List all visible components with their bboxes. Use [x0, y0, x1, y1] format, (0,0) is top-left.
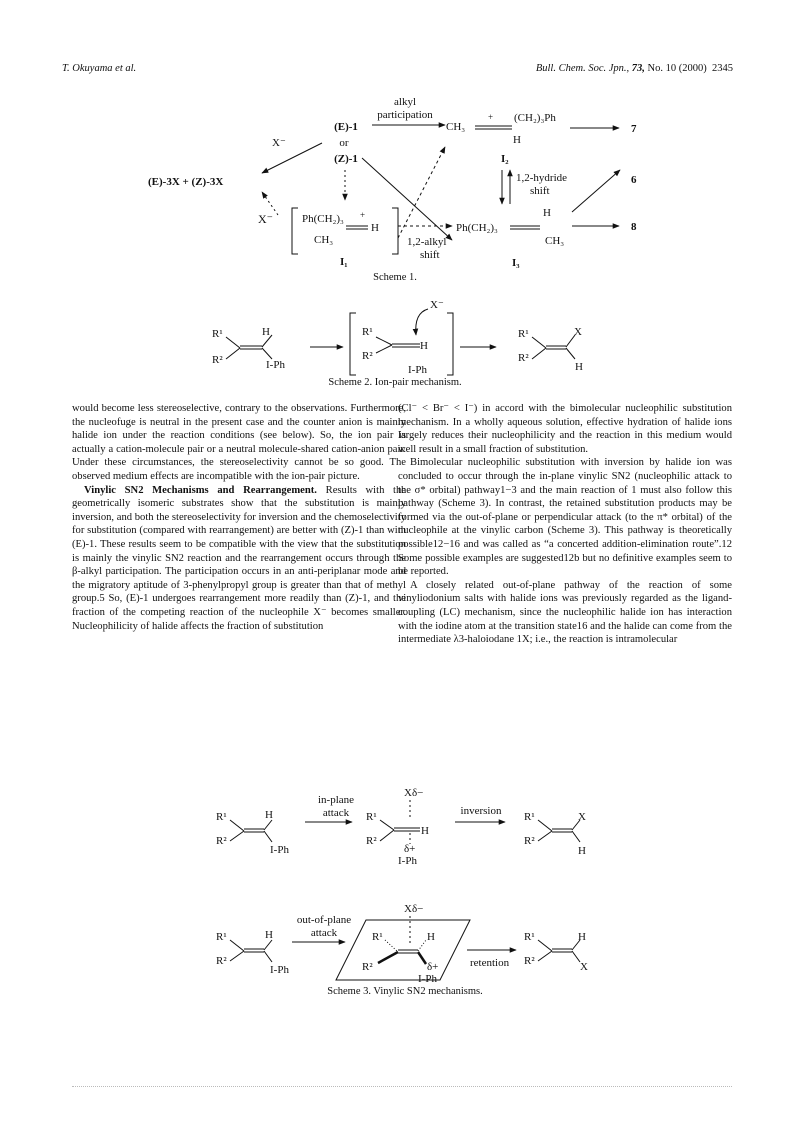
running-author: T. Okuyama et al. [62, 63, 137, 74]
scheme-3-caption: Scheme 3. Vinylic SN2 mechanisms. [327, 986, 483, 997]
s3-h-d: H [265, 929, 273, 941]
label-outofplane: out-of-plane [296, 914, 352, 926]
s3-iph-d: I-Ph [270, 964, 289, 976]
i3-chain: Ph(CH₂)₃ [456, 222, 498, 234]
s3-r1-b: R¹ [366, 811, 377, 823]
i2-plus: + [488, 112, 494, 122]
i2-h: H [513, 134, 521, 146]
i3-h: H [543, 207, 551, 219]
arrow-i1-i2 [398, 147, 445, 238]
s2-r1-c: R¹ [518, 328, 529, 340]
journal-volume: 73, [631, 63, 645, 74]
label-e1: (E)-1 [334, 121, 358, 133]
s3-r2-d: R² [216, 955, 227, 967]
label-xminus-2: X⁻ [258, 212, 273, 226]
journal-issue: No. 10 (2000) [647, 63, 707, 74]
s3-iph: I-Ph [270, 844, 289, 856]
s3-h-c: H [578, 845, 586, 857]
label-shift: shift [530, 185, 550, 197]
s2-h: H [262, 326, 270, 338]
i1-h: H [371, 222, 379, 234]
i1-plus: + [360, 210, 366, 220]
s3-xdelta: Xδ− [404, 787, 424, 799]
s2-r2-c: R² [518, 352, 529, 364]
s2-xminus: X⁻ [430, 299, 444, 311]
scheme-3 [0, 780, 793, 990]
i1-chain: Ph(CH₂)₃ [302, 213, 344, 225]
i1-label: I₁ [340, 256, 348, 268]
paragraph: A closely related out-of-plane pathway of the reaction of some vinyliodonium salts with halide ions was previously regarded as the ligand-coupling (LC) mechanism, since the nucleophilic halide ion has interaction with the iodine atom at the transition state16 and the halide can come from the intermediate λ3-haloiodane 1X; i.e., the reaction is intramolecular [398, 579, 732, 646]
s3-r2-b: R² [366, 835, 377, 847]
label-participation: participation [377, 109, 433, 121]
text-column-left [72, 402, 406, 633]
label-hydride: 1,2-hydride [516, 172, 568, 184]
s3-r2-f: R² [524, 955, 535, 967]
product-8: 8 [631, 221, 637, 233]
s3-h: H [265, 809, 273, 821]
s2-r2: R² [212, 354, 223, 366]
s2-iph: I-Ph [266, 359, 285, 371]
scheme-1-caption: Scheme 1. [373, 272, 417, 283]
s3-r1-e: R¹ [372, 931, 383, 943]
arrow-to-products [262, 143, 322, 173]
s3-x-f: X [580, 961, 588, 973]
label-inplane: in-plane [317, 794, 355, 806]
scheme-1 [0, 0, 793, 300]
page-number: 2345 [712, 63, 733, 74]
s3-h-e: H [427, 931, 435, 943]
label-attack: attack [322, 807, 350, 819]
s3-r1-d: R¹ [216, 931, 227, 943]
s2-r1-b: R¹ [362, 326, 373, 338]
paragraph: (Cl⁻ < Br⁻ < I⁻) in accord with the bimolecular nucleophilic substitution mechanism. In a wholly aqueous solution, effective hydration of halide ions largely reduces their nucleophilicity and the reaction in this medium would well result in a small fraction of substitution. [398, 403, 732, 455]
label-alkyl: alkyl [394, 96, 416, 108]
s3-iph-b: I-Ph [398, 855, 417, 867]
i2-chain: (CH₂)₃Ph [514, 112, 556, 124]
label-or: or [339, 137, 349, 149]
s3-r2-c: R² [524, 835, 535, 847]
s2-h-c: H [575, 361, 583, 373]
paragraph: Bimolecular nucleophilic substitution with inversion by halide ion was concluded to occur through the in-plane vinylic SN2 (nucleophilic attack to the σ* orbital) pathway1−3 and the main reaction of 1 must also follow this pathway (Scheme 3). In contrast, the retained substitution products may be formed via the out-of-plane or perpendicular attack (to the π* orbital) of the nucleophile at the vinylic carbon (Scheme 3). This pathway is theoretically possible12−16 and was called as “a concerted addition-elimination route”.12 Some possible examples are suggested12b but no definitive examples seem to be reported. [398, 457, 732, 578]
scheme-2-caption: Scheme 2. Ion-pair mechanism. [328, 377, 462, 388]
page-bottom-rule [72, 1086, 732, 1087]
label-z1: (Z)-1 [334, 153, 358, 165]
s3-h-f: H [578, 931, 586, 943]
s3-r1-c: R¹ [524, 811, 535, 823]
s3-xdelta-b: Xδ− [404, 903, 424, 915]
label-alkylshift2: shift [420, 249, 440, 261]
product-7: 7 [631, 123, 637, 135]
label-retention: retention [470, 957, 510, 969]
paragraph [72, 484, 406, 634]
i2-label: I₂ [501, 153, 509, 165]
scheme-2 [0, 295, 793, 380]
s3-r2-e: R² [362, 961, 373, 973]
s3-h-b: H [421, 825, 429, 837]
paragraph: would become less stereoselective, contrary to the observations. Furthermore, the nucleofuge is neutral in the present case and the counter anion is mainly halide ion under the reaction conditions (see below). So, the ion pair is actually a cation-molecule pair or a neutral molecule-shared cation-anion pair. Under these circumstances, the stereoselectivity cannot be so good. The observed medium effects are incompatible with the ion-pair picture. [72, 403, 406, 482]
s2-x: X [574, 326, 582, 338]
text-column-right [398, 402, 732, 647]
label-products: (E)-3X + (Z)-3X [148, 176, 224, 188]
s3-x: X [578, 811, 586, 823]
s3-r1-f: R¹ [524, 931, 535, 943]
section-heading: Vinylic SN2 Mechanisms and Rearrangement. [84, 484, 317, 496]
s3-r2: R² [216, 835, 227, 847]
label-xminus: X⁻ [272, 137, 286, 149]
s2-h-b: H [420, 340, 428, 352]
s2-r1: R¹ [212, 328, 223, 340]
journal-name: Bull. Chem. Soc. Jpn., [535, 63, 630, 74]
s2-iph-b: I-Ph [408, 364, 427, 376]
i3-ch3: CH₃ [545, 235, 565, 247]
s3-r1: R¹ [216, 811, 227, 823]
i2-ch3: CH₃ [446, 121, 466, 133]
s2-r2-b: R² [362, 350, 373, 362]
label-alkylshift: 1,2-alkyl [407, 236, 447, 248]
i1-ch3: CH₃ [314, 234, 334, 246]
label-attack-2: attack [310, 927, 338, 939]
i3-label: I₃ [512, 257, 520, 269]
s3-deltaplus: δ+ [404, 843, 416, 855]
s3-iph-e: I-Ph [418, 973, 437, 985]
label-inversion: inversion [460, 805, 502, 817]
product-6: 6 [631, 174, 637, 186]
paragraph-body: Results with the geometrically isomeric substrates show that the substitution is mainly inversion, and both the stereoselectivity for inversion and the chemoselectivity for substitution (compared with rearrangement) are better with (Z)-1 than with (E)-1. These results seem to be compatible with the view that the substitution is mainly the vinylic SN2 reaction and the rearrangement occurs through the β-alkyl participation. The participation occurs in an anti-periplanar mode and the migratory aptitude of 3-phenylpropyl group is greater than that of methyl group.5 So, (E)-1 undergoes rearrangement more readily than (Z)-1, and the fraction of the competing reaction of the nucleophile X⁻ becomes smaller. Nucleophilicity of halide affects the fraction of substitution [72, 484, 406, 632]
s3-deltaplus-b: δ+ [427, 961, 439, 973]
